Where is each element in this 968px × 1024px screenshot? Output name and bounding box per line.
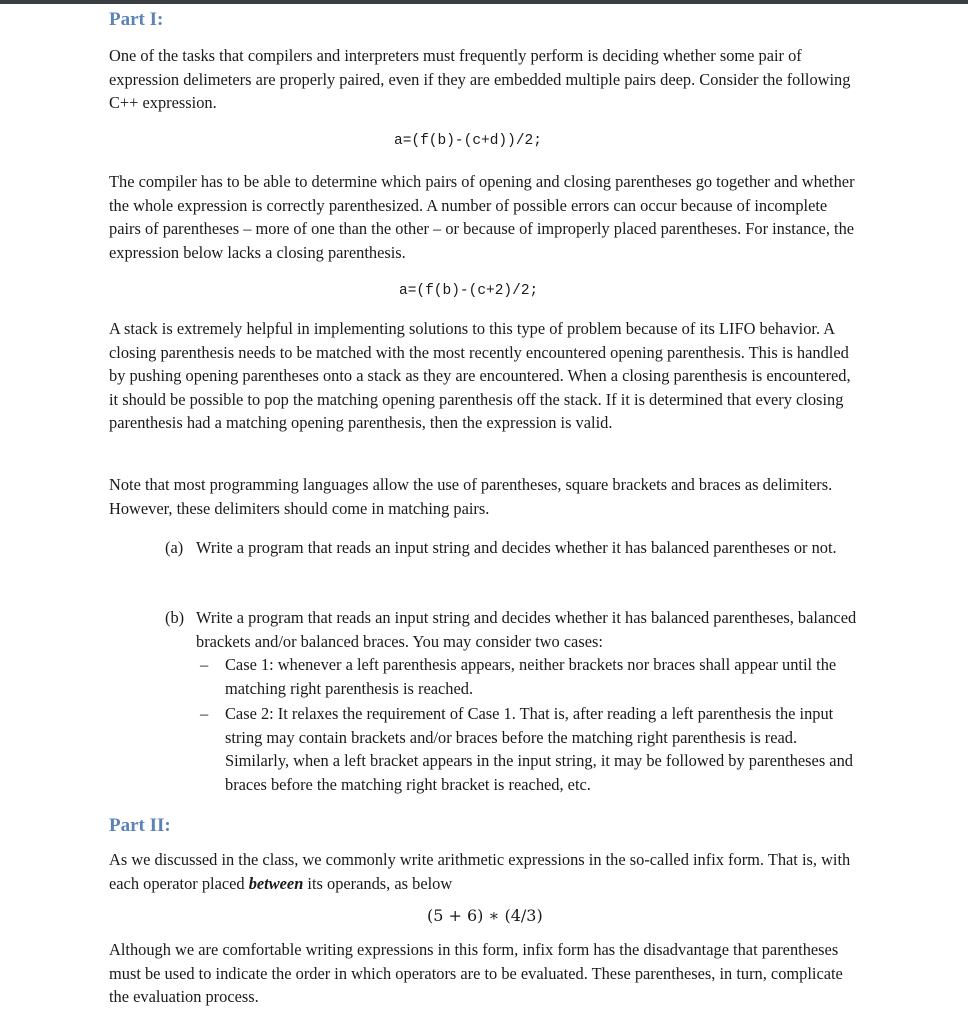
code-example-2: a=(f(b)-(c+2)/2; (399, 283, 539, 299)
part2-heading: Part II: (109, 815, 171, 836)
math-expression: (5 + 6) ∗ (4/3) (427, 906, 543, 925)
part1-paragraph-3: A stack is extremely helpful in implementing solutions to this type of problem because of its LIFO behavior. A closing parenthesis needs to be matched with the most recently encountered opening parenthesis. This is handled by pushing opening parentheses onto a stack as they are encountered. When a closing parenthesis is encountered, it should be possible to pop the matching opening parenthesis off the stack. If it is determined that every closing parenthesis had a matching opening parenthesis, then the expression is valid. (109, 319, 851, 433)
part1-paragraph-1: One of the tasks that compilers and interpreters must frequently perform is deciding whether some pair of expression delimeters are properly paired, even if they are embedded multiple pairs deep. Consider the following C++ expression. (109, 46, 851, 113)
item-a-text: Write a program that reads an input string and decides whether it has balanced parentheses or not. (196, 538, 837, 557)
part2-paragraph-2: Although we are comfortable writing expressions in this form, infix form has the disadvantage that parentheses must be used to indicate the order in which operators are to be evaluated. These parentheses, in turn, complicate the evaluation process. (109, 940, 843, 1007)
code-example-1: a=(f(b)-(c+d))/2; (394, 133, 542, 149)
case2-dash: – (200, 704, 209, 723)
item-b-label: (b) (165, 608, 185, 627)
part1-paragraph-2: The compiler has to be able to determine which pairs of opening and closing parentheses go together and whether the whole expression is correctly parenthesized. A number of possible errors can occur because of incomplete pairs of parentheses – more of one than the other – or because of improperly placed parentheses. For instance, the expression below lacks a closing parenthesis. (109, 172, 855, 262)
part1-heading: Part I: (109, 9, 164, 30)
item-b-text: Write a program that reads an input string and decides whether it has balanced parentheses, balanced brackets and/or balanced braces. You may consider two cases: (196, 608, 857, 651)
part2-para1-pre: As we discussed in the class, we commonly write arithmetic expressions in the so-called infix form. That is, with each operator placed (109, 850, 851, 893)
part2-para1-emphasis: between (248, 873, 304, 893)
item-a-label: (a) (165, 538, 184, 557)
case1-dash: – (200, 655, 209, 674)
part1-paragraph-4: Note that most programming languages allow the use of parentheses, square brackets and braces as delimiters. However, these delimiters should come in matching pairs. (109, 475, 833, 518)
case1-text: Case 1: whenever a left parenthesis appears, neither brackets nor braces shall appear until the matching right parenthesis is reached. (225, 655, 837, 698)
part2-para1-post: its operands, as below (303, 873, 453, 893)
top-border (0, 0, 968, 4)
case2-text: Case 2: It relaxes the requirement of Case 1. That is, after reading a left parenthesis the input string may contain brackets and/or braces before the matching right parenthesis is read. Similarly, when a left bracket appears in the input string, it may be followed by parentheses and braces before the matching right bracket is reached, etc. (225, 704, 853, 794)
part2-paragraph-1 (109, 848, 861, 895)
